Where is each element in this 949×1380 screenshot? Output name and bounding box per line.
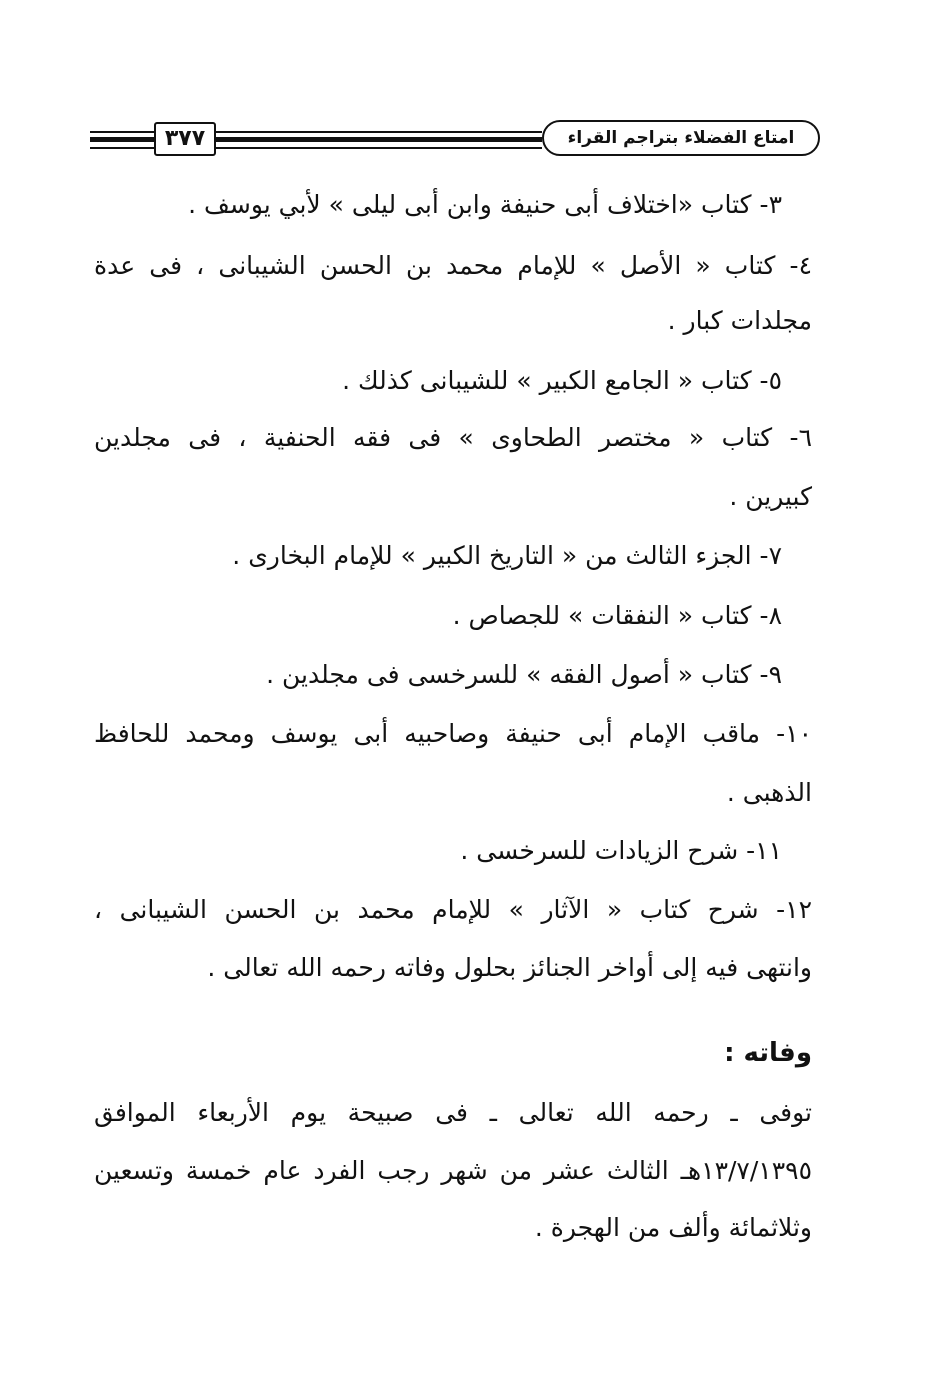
book-title: امتاع الفضلاء بتراجم القراء [542, 120, 820, 156]
text-line: ٦- كتاب « مختصر الطحاوى » فى فقه الحنفية ، فى مجلدين [94, 423, 812, 452]
text-line: ٣- كتاب «اختلاف أبى حنيفة وابن أبى ليلى » لأبي يوسف . [188, 190, 782, 219]
text-line: ٥- كتاب « الجامع الكبير » للشيبانى كذلك . [342, 366, 782, 395]
text-line: ٨- كتاب « النفقات » للجصاص . [452, 601, 782, 630]
text-line: كبيرين . [729, 482, 812, 511]
text-line: ٤- كتاب « الأصل » للإمام محمد بن الحسن الشيبانى ، فى عدة [94, 251, 812, 280]
page-header [90, 118, 820, 158]
header-rule [90, 131, 154, 133]
header-rule [212, 147, 542, 149]
text-line: الذهبى . [726, 778, 812, 807]
text-line: ٩- كتاب « أصول الفقه » للسرخسى فى مجلدين . [266, 660, 782, 689]
header-rule [212, 137, 542, 142]
text-line: ١١- شرح الزيادات للسرخسى . [460, 836, 782, 865]
text-line: وثلاثمائة وألف من الهجرة . [534, 1213, 812, 1242]
text-line: توفى ـ رحمه الله تعالى ـ فى صبيحة يوم الأربعاء الموافق [94, 1098, 812, 1127]
text-line: مجلدات كبار . [667, 306, 812, 335]
text-line: ١٠- ماقب الإمام أبى حنيفة وصاحبيه أبى يوسف ومحمد للحافظ [94, 719, 812, 748]
header-rule [90, 147, 154, 149]
section-heading: وفاته : [724, 1038, 812, 1068]
page-number: ٣٧٧ [154, 122, 216, 156]
header-rule [212, 131, 542, 133]
text-line: ١٢- شرح كتاب « الآثار » للإمام محمد بن الحسن الشيبانى ، [94, 895, 812, 924]
text-line: ١٣/٧/١٣٩٥هـ الثالث عشر من شهر رجب الفرد عام خمسة وتسعين [94, 1156, 812, 1185]
header-rule [90, 137, 154, 142]
text-line: وانتهى فيه إلى أواخر الجنائز بحلول وفاته رحمه الله تعالى . [207, 953, 812, 982]
text-line: ٧- الجزء الثالث من « التاريخ الكبير » للإمام البخارى . [232, 541, 782, 570]
